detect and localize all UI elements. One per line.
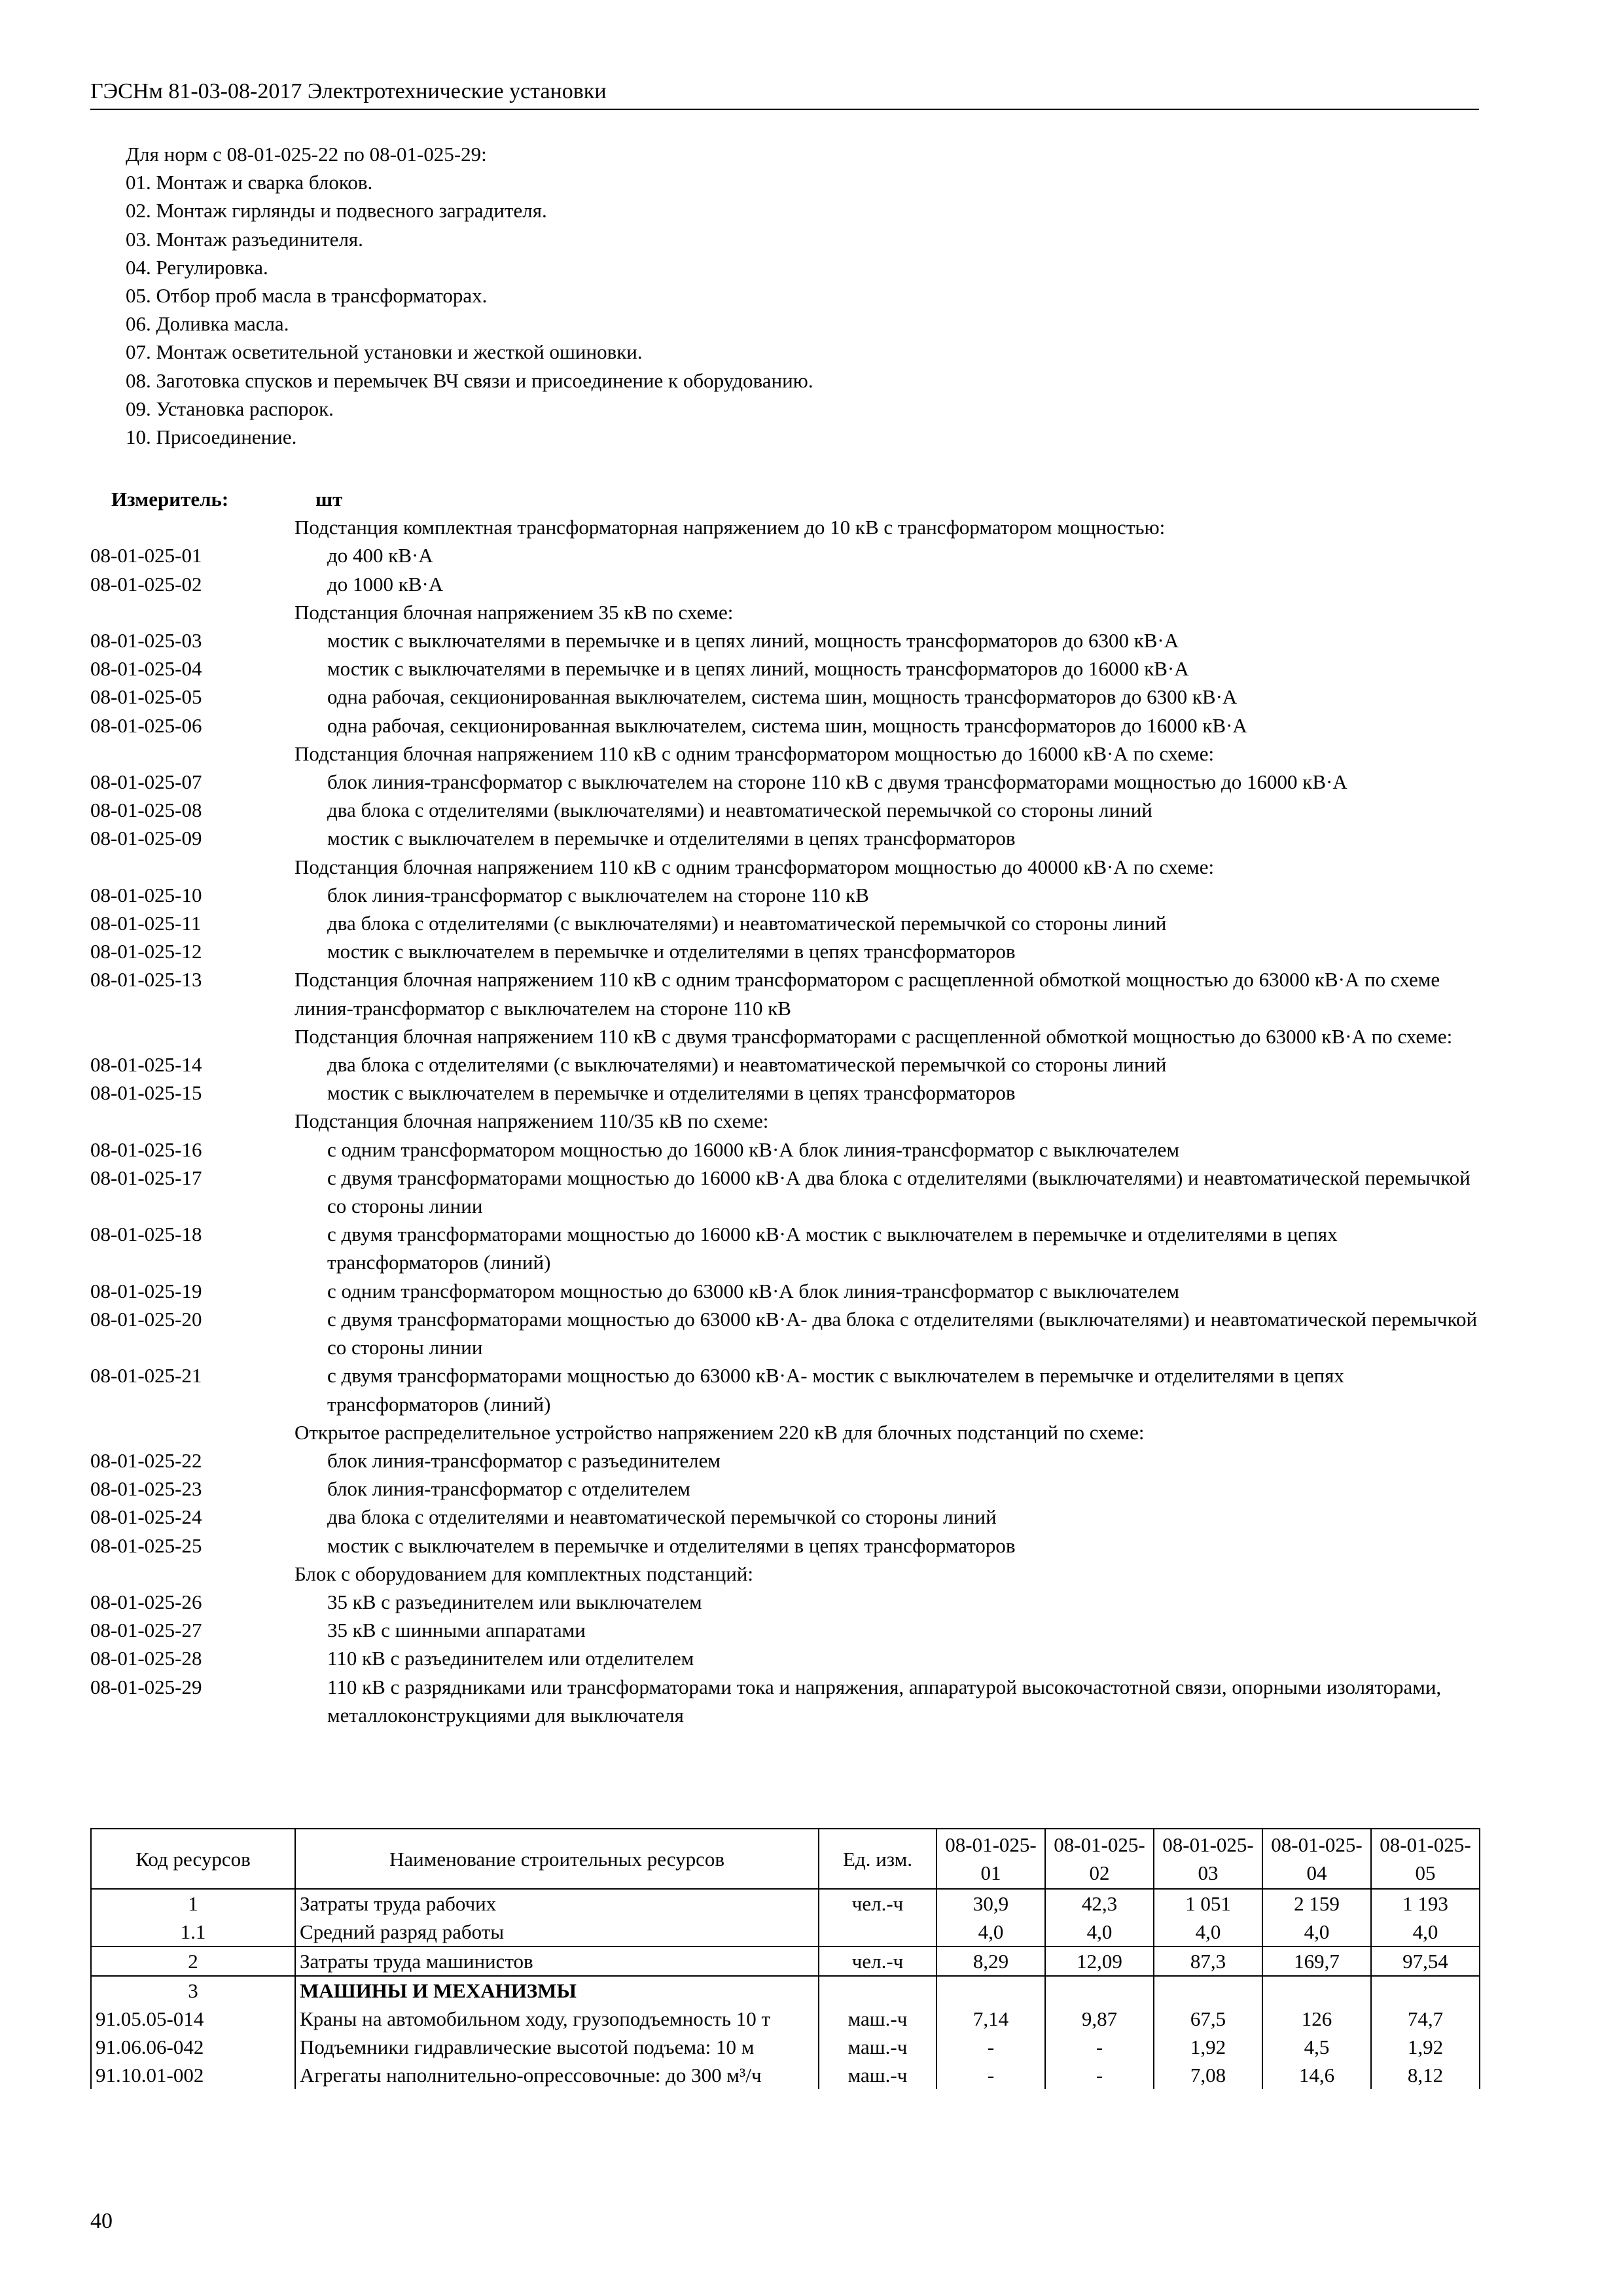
cell-unit [819,1976,936,2005]
norm-code: 08-01-025-16 [90,1138,202,1161]
norm-text: Подстанция блочная напряжением 110/35 кВ по схеме: [294,1109,769,1133]
cell-value: 9,87 [1045,2005,1154,2033]
norm-text: 35 кВ с шинными аппаратами [327,1619,586,1642]
cell-unit: чел.-ч [819,1946,936,1976]
norm-row [90,1475,1479,1503]
header-name: Наименование строительных ресурсов [295,1829,819,1889]
norm-code: 08-01-025-10 [90,883,202,906]
header-col-1: 08-01-025-01 [936,1829,1045,1889]
cell-value: 42,3 [1045,1889,1154,1918]
cell-value: 1 193 [1371,1889,1480,1918]
cell-value: 1,92 [1154,2033,1262,2061]
intro-items [126,168,1435,451]
norm-text: 110 кВ с разъединителем или отделителем [327,1647,694,1670]
norm-text: Подстанция блочная напряжением 110 кВ с одним трансформатором мощностью до 16000 кВ·А по схеме: [294,742,1215,765]
norm-row [90,1532,1479,1560]
norm-text: блок линия-трансформатор с отделителем [327,1477,690,1501]
cell-unit: маш.-ч [819,2033,936,2061]
cell-name: Агрегаты наполнительно-опрессовочные: до 300 м³/ч [295,2061,819,2089]
norm-row [90,1050,1479,1079]
cell-name: Затраты труда рабочих [295,1889,819,1918]
norm-text: до 1000 кВ·А [327,572,444,596]
norm-code: 08-01-025-01 [90,544,202,567]
norm-row [90,1673,1479,1729]
norm-code [90,1022,294,1050]
norm-text: одна рабочая, секционированная выключателем, система шин, мощность трансформаторов до 16000 кВ·А [327,713,1247,737]
cell-value: 1 051 [1154,1889,1262,1918]
norm-code: 08-01-025-18 [90,1223,202,1246]
cell-value: 4,0 [1045,1918,1154,1946]
norm-row [90,1503,1479,1531]
norm-row [90,1107,1479,1135]
norm-row [90,1446,1479,1475]
norm-text: с одним трансформатором мощностью до 63000 кВ·А блок линия-трансформатор с выключателем [327,1279,1179,1302]
norm-code: 08-01-025-22 [90,1448,202,1472]
cell-value: 4,0 [1371,1918,1480,1946]
norm-text: блок линия-трансформатор с выключателем на стороне 110 кВ [327,883,869,906]
cell-value [1371,1976,1480,2005]
table-row [91,2005,1480,2033]
header-code: Код ресурсов [91,1829,295,1889]
norm-row [90,655,1479,683]
header-unit: Ед. изм. [819,1829,936,1889]
page-number: 40 [90,2209,113,2233]
norm-row [90,683,1479,711]
norm-text: мостик с выключателем в перемычке и отделителями в цепях трансформаторов [327,1534,1016,1557]
norm-code: 08-01-025-13 [90,968,202,992]
norm-rows [90,513,1479,1729]
norm-row [90,711,1479,740]
cell-value [1262,1976,1371,2005]
norm-code [90,1107,294,1135]
cell-value: 4,5 [1262,2033,1371,2061]
cell-value: 8,29 [936,1946,1045,1976]
cell-value: 30,9 [936,1889,1045,1918]
cell-code: 91.10.01-002 [91,2061,295,2089]
cell-value: 97,54 [1371,1946,1480,1976]
intro-item: 07. Монтаж осветительной установки и жесткой ошиновки. [126,340,643,364]
norm-text: два блока с отделителями (выключателями) и неавтоматической перемычкой со стороны линий [327,798,1152,822]
norm-text: до 400 кВ·А [327,544,433,567]
cell-unit [819,1918,936,1946]
norm-text: одна рабочая, секционированная выключателем, система шин, мощность трансформаторов до 6300 кВ·А [327,685,1238,709]
norm-text: мостик с выключателями в перемычке и в цепях линий, мощность трансформаторов до 6300 кВ·А [327,629,1179,653]
table-row [91,1889,1480,1918]
norm-text: Подстанция блочная напряжением 110 кВ с двумя трансформаторами с расщепленной обмоткой мощностью до 63000 кВ·А по схеме: [294,1024,1453,1048]
cell-code: 3 [91,1976,295,2005]
norm-text: с одним трансформатором мощностью до 16000 кВ·А блок линия-трансформатор с выключателем [327,1138,1179,1161]
intro-item: 01. Монтаж и сварка блоков. [126,171,373,194]
cell-value [1154,1976,1262,2005]
norm-text: 110 кВ с разрядниками или трансформаторами тока и напряжения, аппаратурой высокочастотной связи, опорными изоляторами, металлоконструкциями для выключателя [327,1675,1442,1727]
intro-item: 04. Регулировка. [126,255,268,279]
norm-text: с двумя трансформаторами мощностью до 63000 кВ·А- два блока с отделителями (выключателями) и неавтоматической перемычкой со стороны линии [327,1307,1478,1359]
cell-code: 1.1 [91,1918,295,1946]
intro-item: 06. Доливка масла. [126,312,289,336]
cell-value: 8,12 [1371,2061,1480,2089]
norm-code: 08-01-025-08 [90,798,202,822]
cell-value: 7,08 [1154,2061,1262,2089]
table-header-row [91,1829,1480,1889]
norm-text: Подстанция комплектная трансформаторная напряжением до 10 кВ с трансформатором мощностью: [294,516,1166,539]
norm-code: 08-01-025-27 [90,1619,202,1642]
header-col-4: 08-01-025-04 [1262,1829,1371,1889]
cell-value: 67,5 [1154,2005,1262,2033]
norm-text: блок линия-трансформатор с разъединителем [327,1448,721,1472]
cell-value: - [936,2061,1045,2089]
cell-name: Средний разряд работы [295,1918,819,1946]
norm-code: 08-01-025-02 [90,572,202,596]
norm-code [90,1560,294,1588]
norm-row [90,768,1479,796]
cell-code: 91.05.05-014 [91,2005,295,2033]
norm-row [90,1164,1479,1220]
norm-text: мостик с выключателем в перемычке и отделителями в цепях трансформаторов [327,1081,1016,1105]
resources-table [90,1828,1480,2089]
cell-value [936,1976,1045,2005]
table-row [91,1976,1480,2005]
norm-text: с двумя трансформаторами мощностью до 16000 кВ·А два блока с отделителями (выключателями) и неавтоматической перемычкой со стороны линии [327,1166,1471,1218]
cell-value: 12,09 [1045,1946,1154,1976]
cell-unit: маш.-ч [819,2061,936,2089]
cell-value: - [936,2033,1045,2061]
cell-value: 4,0 [1154,1918,1262,1946]
norm-code [90,740,294,768]
norm-row [90,1022,1479,1050]
measure-label: Измеритель: [111,488,229,511]
cell-value: 2 159 [1262,1889,1371,1918]
norm-row [90,1644,1479,1672]
table-row [91,2033,1480,2061]
norm-text: с двумя трансформаторами мощностью до 63000 кВ·А- мостик с выключателем в перемычке и отделителями в цепях трансформаторов (линий) [327,1364,1344,1416]
norm-text: блок линия-трансформатор с выключателем на стороне 110 кВ с двумя трансформаторами мощностью до 16000 кВ·А [327,770,1347,794]
norm-row [90,824,1479,852]
norm-row [90,1220,1479,1276]
norm-row [90,909,1479,937]
norm-text: два блока с отделителями (с выключателями) и неавтоматической перемычкой со стороны линий [327,1053,1167,1077]
intro-item: 05. Отбор проб масла в трансформаторах. [126,284,488,308]
norm-code: 08-01-025-07 [90,770,202,794]
norm-row [90,1305,1479,1361]
cell-name: Подъемники гидравлические высотой подъема: 10 м [295,2033,819,2061]
cell-value: 126 [1262,2005,1371,2033]
norm-code: 08-01-025-17 [90,1166,202,1189]
norm-code: 08-01-025-09 [90,827,202,850]
norm-text: Подстанция блочная напряжением 110 кВ с одним трансформатором с расщепленной обмоткой мощностью до 63000 кВ·А по схеме линия-трансформатор с выключателем на стороне 110 кВ [294,968,1440,1020]
intro-block [126,140,1435,451]
header-col-3: 08-01-025-03 [1154,1829,1262,1889]
norm-code: 08-01-025-29 [90,1675,202,1698]
norm-row [90,598,1479,626]
norm-code: 08-01-025-04 [90,657,202,681]
cell-value: 14,6 [1262,2061,1371,2089]
page-header: ГЭСНм 81-03-08-2017 Электротехнические установки [90,77,1479,110]
norm-row [90,1616,1479,1644]
cell-code: 1 [91,1889,295,1918]
intro-item: 08. Заготовка спусков и перемычек ВЧ связи и присоединение к оборудованию. [126,368,813,392]
table-body [91,1889,1480,2089]
cell-value: 7,14 [936,2005,1045,2033]
norm-row [90,1079,1479,1107]
norm-text: Подстанция блочная напряжением 35 кВ по схеме: [294,600,734,624]
measure-row [90,485,1479,513]
norm-code: 08-01-025-24 [90,1505,202,1529]
cell-unit: чел.-ч [819,1889,936,1918]
norm-code: 08-01-025-28 [90,1647,202,1670]
norm-row [90,1560,1479,1588]
cell-code: 2 [91,1946,295,1976]
norm-text: 35 кВ с разъединителем или выключателем [327,1590,702,1613]
norm-code: 08-01-025-06 [90,713,202,737]
norm-text: Открытое распределительное устройство напряжением 220 кВ для блочных подстанций по схеме: [294,1420,1145,1444]
cell-code: 91.06.06-042 [91,2033,295,2061]
norm-text: Блок с оборудованием для комплектных подстанций: [294,1562,753,1585]
norm-code: 08-01-025-15 [90,1081,202,1105]
cell-name: Затраты труда машинистов [295,1946,819,1976]
norm-text: два блока с отделителями (с выключателями) и неавтоматической перемычкой со стороны линий [327,912,1167,935]
norm-code: 08-01-025-20 [90,1307,202,1331]
norm-code: 08-01-025-03 [90,629,202,653]
norm-row [90,626,1479,655]
intro-item: 02. Монтаж гирлянды и подвесного заградителя. [126,199,547,223]
norm-code [90,598,294,626]
cell-name: МАШИНЫ И МЕХАНИЗМЫ [295,1976,819,2005]
norm-row [90,1277,1479,1305]
cell-value: 4,0 [936,1918,1045,1946]
norm-code: 08-01-025-14 [90,1053,202,1077]
norm-row [90,570,1479,598]
norm-row [90,881,1479,909]
cell-value: 169,7 [1262,1946,1371,1976]
norm-text: Подстанция блочная напряжением 110 кВ с одним трансформатором мощностью до 40000 кВ·А по схеме: [294,855,1215,878]
norm-code [90,1418,294,1446]
table-row [91,1946,1480,1976]
norm-row [90,937,1479,965]
norm-row [90,965,1479,1022]
norm-row [90,513,1479,541]
norm-code: 08-01-025-23 [90,1477,202,1501]
norm-row [90,740,1479,768]
cell-value: - [1045,2033,1154,2061]
header-col-5: 08-01-025-05 [1371,1829,1480,1889]
cell-value: 4,0 [1262,1918,1371,1946]
cell-value [1045,1976,1154,2005]
intro-item: 03. Монтаж разъединителя. [126,227,363,251]
header-col-2: 08-01-025-02 [1045,1829,1154,1889]
cell-unit: маш.-ч [819,2005,936,2033]
cell-value: 74,7 [1371,2005,1480,2033]
norm-code [90,513,294,541]
norms-list [90,485,1479,1729]
intro-item: 10. Присоединение. [126,425,297,449]
norm-text: мостик с выключателем в перемычке и отделителями в цепях трансформаторов [327,827,1016,850]
norm-code: 08-01-025-25 [90,1534,202,1557]
norm-code: 08-01-025-26 [90,1590,202,1613]
norm-row [90,796,1479,824]
measure-unit: шт [315,488,343,511]
norm-code: 08-01-025-05 [90,685,202,709]
table-row [91,2061,1480,2089]
norm-code: 08-01-025-12 [90,940,202,963]
norm-row [90,1361,1479,1418]
norm-text: с двумя трансформаторами мощностью до 16000 кВ·А мостик с выключателем в перемычке и отделителями в цепях трансформаторов (линий) [327,1223,1338,1274]
norm-code: 08-01-025-21 [90,1364,202,1388]
norm-row [90,1418,1479,1446]
norm-text: два блока с отделителями и неавтоматической перемычкой со стороны линий [327,1505,997,1529]
cell-value: 87,3 [1154,1946,1262,1976]
norm-code [90,853,294,881]
norm-code: 08-01-025-11 [90,912,202,935]
table-row [91,1918,1480,1946]
norm-code: 08-01-025-19 [90,1279,202,1302]
cell-name: Краны на автомобильном ходу, грузоподъемность 10 т [295,2005,819,2033]
cell-value: - [1045,2061,1154,2089]
norm-row [90,1588,1479,1616]
norm-row [90,541,1479,569]
cell-value: 1,92 [1371,2033,1480,2061]
norm-text: мостик с выключателями в перемычке и в цепях линий, мощность трансформаторов до 16000 кВ·А [327,657,1189,681]
norm-text: мостик с выключателем в перемычке и отделителями в цепях трансформаторов [327,940,1016,963]
norm-row [90,1136,1479,1164]
norm-row [90,853,1479,881]
intro-title: Для норм с 08-01-025-22 по 08-01-025-29: [126,143,487,166]
intro-item: 09. Установка распорок. [126,397,334,420]
